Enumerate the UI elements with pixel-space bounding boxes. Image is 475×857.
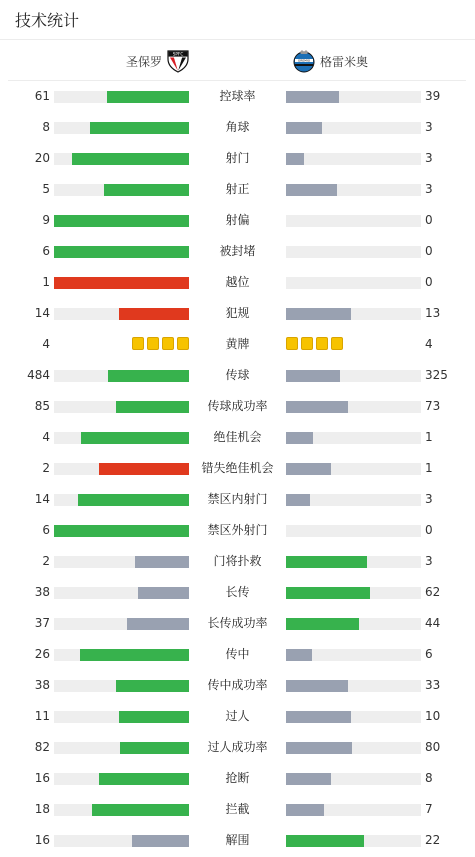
away-stat-value: 1	[425, 461, 433, 475]
home-team[interactable]	[126, 41, 190, 81]
home-stat-value: 38	[34, 585, 50, 599]
away-stat-value: 80	[425, 740, 441, 754]
away-stat-bar	[286, 401, 421, 413]
away-stat-bar	[286, 370, 421, 382]
away-stat-bar-fill	[286, 711, 351, 723]
stat-row	[0, 484, 475, 515]
home-stat-bar	[54, 680, 189, 692]
away-stat-bar	[286, 680, 421, 692]
yellow-card-icon	[162, 337, 174, 350]
home-stat-bar	[54, 401, 189, 413]
home-stat-bar-fill	[138, 587, 189, 599]
home-stat-bar-fill	[127, 618, 189, 630]
away-stat-bar-fill	[286, 587, 370, 599]
away-stat-value: 73	[425, 399, 441, 413]
home-stat-bar	[54, 649, 189, 661]
stat-label: 禁区外射门	[207, 523, 268, 537]
away-stat-bar-fill	[286, 556, 367, 568]
stat-label: 绝佳机会	[213, 430, 262, 444]
away-stat-bar	[286, 463, 421, 475]
home-stat-bar-fill	[107, 91, 189, 103]
home-stat-bar	[54, 773, 189, 785]
away-stat-bar	[286, 91, 421, 103]
home-stat-value: 14	[34, 492, 50, 506]
away-stat-bar	[286, 122, 421, 134]
stat-row	[0, 515, 475, 546]
away-stat-value: 0	[425, 213, 433, 227]
stat-label: 门将扑救	[213, 554, 262, 568]
home-stat-value: 14	[34, 306, 50, 320]
home-stat-bar-fill	[81, 432, 189, 444]
home-stat-bar	[54, 711, 189, 723]
away-stat-bar	[286, 215, 421, 227]
stat-label: 过人	[225, 709, 250, 723]
home-stat-bar-fill	[99, 773, 189, 785]
home-stat-value: 4	[42, 337, 50, 351]
away-stat-bar-fill	[286, 835, 364, 847]
away-stat-value: 39	[425, 89, 441, 103]
stats-header	[0, 0, 475, 40]
away-team[interactable]	[292, 41, 368, 81]
home-stat-bar-fill	[90, 122, 189, 134]
home-stat-bar	[54, 91, 189, 103]
home-stat-bar-fill	[104, 184, 189, 196]
home-stat-value: 6	[42, 244, 50, 258]
stat-row	[0, 577, 475, 608]
home-stat-value: 484	[27, 368, 50, 382]
home-stat-bar-fill	[132, 835, 189, 847]
stat-label: 控球率	[219, 89, 256, 103]
yellow-card-icon	[177, 337, 189, 350]
home-stat-bar	[54, 122, 189, 134]
stat-row	[0, 453, 475, 484]
home-stat-bar	[54, 587, 189, 599]
away-stat-bar-fill	[286, 370, 340, 382]
stat-row	[0, 546, 475, 577]
away-stat-bar	[286, 618, 421, 630]
home-stat-bar-fill	[78, 494, 189, 506]
stat-row	[0, 732, 475, 763]
away-stat-bar	[286, 804, 421, 816]
yellow-card-icon	[147, 337, 159, 350]
stat-label: 拦截	[225, 802, 250, 816]
home-stat-value: 16	[34, 833, 50, 847]
stat-row	[0, 236, 475, 267]
home-stat-bar-fill	[135, 556, 189, 568]
away-stat-value: 8	[425, 771, 433, 785]
stat-row	[0, 329, 475, 360]
away-stat-bar	[286, 184, 421, 196]
stat-label: 抢断	[225, 771, 250, 785]
home-stat-value: 4	[42, 430, 50, 444]
home-stat-bar	[54, 742, 189, 754]
home-stat-bar-fill	[54, 525, 189, 537]
home-stat-value: 2	[42, 461, 50, 475]
away-stat-value: 13	[425, 306, 441, 320]
away-stat-bar	[286, 494, 421, 506]
home-stat-bar	[54, 432, 189, 444]
stat-row	[0, 608, 475, 639]
away-stat-bar-fill	[286, 91, 339, 103]
home-stat-value: 8	[42, 120, 50, 134]
stat-row	[0, 174, 475, 205]
away-stat-bar	[286, 587, 421, 599]
away-stat-value: 33	[425, 678, 441, 692]
away-stat-value: 3	[425, 151, 433, 165]
stat-label: 犯规	[225, 306, 250, 320]
away-stat-bar	[286, 308, 421, 320]
away-stat-bar-fill	[286, 742, 352, 754]
sao-paulo-crest-icon	[166, 49, 190, 73]
away-stat-bar	[286, 432, 421, 444]
away-stat-bar-fill	[286, 618, 359, 630]
home-stat-bar	[54, 370, 189, 382]
away-stat-value: 3	[425, 492, 433, 506]
away-stat-value: 4	[425, 337, 433, 351]
home-stat-value: 85	[34, 399, 50, 413]
stat-row	[0, 422, 475, 453]
away-stat-bar-fill	[286, 463, 331, 475]
home-stat-bar-fill	[80, 649, 189, 661]
stat-row	[0, 143, 475, 174]
home-stat-bar	[54, 618, 189, 630]
away-stat-bar	[286, 153, 421, 165]
gremio-crest-icon	[292, 49, 316, 73]
stat-label: 黄牌	[225, 337, 250, 351]
stat-row	[0, 391, 475, 422]
away-stat-value: 7	[425, 802, 433, 816]
home-stat-bar	[54, 556, 189, 568]
away-team-name: 格雷米奥	[320, 54, 369, 69]
home-stat-value: 9	[42, 213, 50, 227]
stat-label: 传中成功率	[207, 678, 268, 692]
stat-row	[0, 112, 475, 143]
home-yellow-cards	[132, 337, 189, 351]
stat-row	[0, 298, 475, 329]
away-stat-bar	[286, 649, 421, 661]
away-stat-value: 0	[425, 275, 433, 289]
home-stat-bar-fill	[92, 804, 189, 816]
stat-row	[0, 763, 475, 794]
stat-label: 射正	[225, 182, 250, 196]
home-stat-bar	[54, 246, 189, 258]
stat-label: 长传	[225, 585, 250, 599]
home-stat-value: 20	[34, 151, 50, 165]
away-stat-bar-fill	[286, 494, 310, 506]
stat-label: 射偏	[225, 213, 250, 227]
home-stat-bar	[54, 308, 189, 320]
home-stat-value: 61	[34, 89, 50, 103]
away-stat-bar	[286, 711, 421, 723]
away-stat-bar	[286, 525, 421, 537]
stat-label: 传球	[225, 368, 250, 382]
away-stat-bar-fill	[286, 649, 312, 661]
away-stat-bar	[286, 835, 421, 847]
away-stat-value: 3	[425, 120, 433, 134]
yellow-card-icon	[286, 337, 298, 350]
away-stat-value: 325	[425, 368, 448, 382]
yellow-card-icon	[331, 337, 343, 350]
home-stat-value: 5	[42, 182, 50, 196]
stat-label: 长传成功率	[207, 616, 268, 630]
home-stat-bar	[54, 184, 189, 196]
away-stat-bar-fill	[286, 680, 348, 692]
svg-text:GREMIO: GREMIO	[297, 58, 311, 63]
stat-row	[0, 81, 475, 112]
home-stat-value: 16	[34, 771, 50, 785]
away-stat-bar-fill	[286, 773, 331, 785]
stat-label: 解围	[225, 833, 250, 847]
svg-text:SPFC: SPFC	[172, 51, 184, 57]
home-stat-bar-fill	[119, 308, 189, 320]
stat-label: 传中	[225, 647, 250, 661]
home-stat-bar	[54, 277, 189, 289]
home-stat-bar-fill	[120, 742, 189, 754]
stat-row	[0, 360, 475, 391]
away-stat-bar	[286, 773, 421, 785]
away-stat-bar-fill	[286, 153, 304, 165]
stat-label: 传球成功率	[207, 399, 268, 413]
home-stat-bar	[54, 494, 189, 506]
home-stat-bar-fill	[99, 463, 189, 475]
home-stat-value: 6	[42, 523, 50, 537]
stat-label: 被封堵	[219, 244, 256, 258]
home-stat-bar-fill	[116, 680, 189, 692]
stat-row	[0, 825, 475, 856]
home-stat-bar-fill	[72, 153, 189, 165]
yellow-card-icon	[132, 337, 144, 350]
away-stat-bar	[286, 556, 421, 568]
stat-label: 错失绝佳机会	[201, 461, 274, 475]
away-stat-bar-fill	[286, 308, 351, 320]
away-stat-value: 62	[425, 585, 441, 599]
away-stat-value: 22	[425, 833, 441, 847]
stat-row	[0, 205, 475, 236]
home-team-name: 圣保罗	[126, 54, 163, 69]
stat-row	[0, 267, 475, 298]
away-yellow-cards	[286, 337, 343, 351]
away-stat-bar	[286, 277, 421, 289]
home-stat-value: 26	[34, 647, 50, 661]
stat-label: 射门	[225, 151, 250, 165]
home-stat-value: 1	[42, 275, 50, 289]
away-stat-value: 0	[425, 244, 433, 258]
home-stat-value: 11	[34, 709, 50, 723]
home-stat-bar	[54, 835, 189, 847]
home-stat-bar-fill	[54, 277, 189, 289]
home-stat-bar-fill	[54, 215, 189, 227]
home-stat-bar	[54, 525, 189, 537]
away-stat-bar	[286, 742, 421, 754]
home-stat-value: 18	[34, 802, 50, 816]
away-stat-value: 1	[425, 430, 433, 444]
home-stat-value: 37	[34, 616, 50, 630]
stat-label: 禁区内射门	[207, 492, 268, 506]
home-stat-bar-fill	[108, 370, 189, 382]
home-stat-bar-fill	[54, 246, 189, 258]
home-stat-bar	[54, 153, 189, 165]
away-stat-bar-fill	[286, 184, 337, 196]
away-stat-bar	[286, 246, 421, 258]
yellow-card-icon	[301, 337, 313, 350]
away-stat-value: 0	[425, 523, 433, 537]
home-stat-bar-fill	[116, 401, 189, 413]
away-stat-value: 6	[425, 647, 433, 661]
page-title: 技术统计	[15, 11, 80, 30]
away-stat-bar-fill	[286, 804, 324, 816]
away-stat-bar-fill	[286, 401, 348, 413]
stat-label: 角球	[225, 120, 250, 134]
away-stat-value: 10	[425, 709, 441, 723]
home-stat-value: 2	[42, 554, 50, 568]
home-stat-bar	[54, 463, 189, 475]
away-stat-value: 3	[425, 182, 433, 196]
home-stat-bar-fill	[119, 711, 189, 723]
away-stat-value: 44	[425, 616, 441, 630]
yellow-card-icon	[316, 337, 328, 350]
stat-row	[0, 639, 475, 670]
stat-label: 过人成功率	[207, 740, 268, 754]
away-stat-bar-fill	[286, 122, 322, 134]
team-header	[8, 41, 466, 81]
home-stat-bar	[54, 215, 189, 227]
stat-row	[0, 670, 475, 701]
stat-row	[0, 794, 475, 825]
home-stat-value: 38	[34, 678, 50, 692]
home-stat-value: 82	[34, 740, 50, 754]
away-stat-bar-fill	[286, 432, 313, 444]
away-stat-value: 3	[425, 554, 433, 568]
stat-label: 越位	[225, 275, 250, 289]
stat-row	[0, 701, 475, 732]
home-stat-bar	[54, 804, 189, 816]
